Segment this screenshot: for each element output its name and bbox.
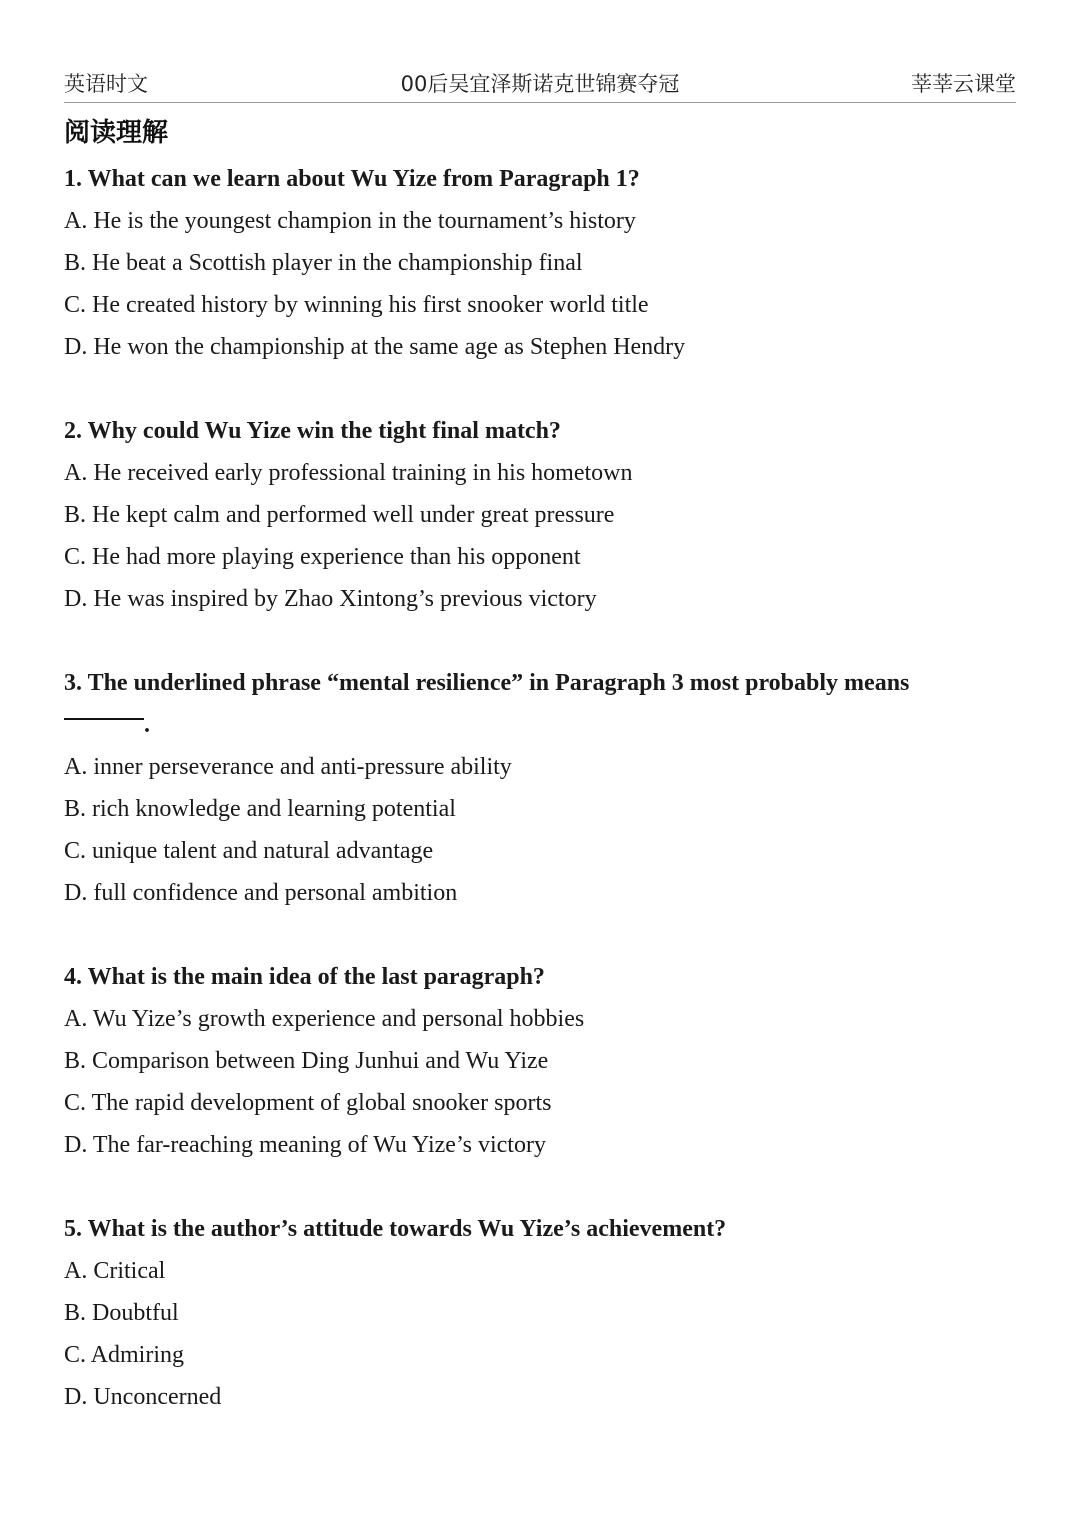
option-a: A. He is the youngest champion in the tournament’s history: [64, 208, 636, 234]
option-list: [64, 452, 1016, 620]
question-list: [64, 158, 1016, 1418]
option-a: A. Wu Yize’s growth experience and personal hobbies: [64, 1006, 585, 1032]
option-d: D. full confidence and personal ambition: [64, 880, 458, 906]
option-list: [64, 998, 1016, 1166]
option-list: [64, 1250, 1016, 1418]
question-2: [64, 410, 1016, 620]
option-d: D. Unconcerned: [64, 1384, 222, 1410]
question-3: [64, 662, 1016, 914]
question-stem: 4. What is the main idea of the last paragraph?: [64, 964, 545, 990]
section-title: 阅读理解: [64, 118, 169, 148]
option-d: D. The far-reaching meaning of Wu Yize’s victory: [64, 1132, 546, 1158]
page-header: [64, 64, 1016, 103]
answer-blank: [64, 704, 1016, 746]
question-stem: 1. What can we learn about Wu Yize from Paragraph 1?: [64, 166, 640, 192]
option-list: [64, 746, 1016, 914]
option-d: D. He won the championship at the same age as Stephen Hendry: [64, 334, 686, 360]
option-c: C. He had more playing experience than his opponent: [64, 544, 581, 570]
option-list: [64, 200, 1016, 368]
option-d: D. He was inspired by Zhao Xintong’s previous victory: [64, 586, 597, 612]
option-a: A. inner perseverance and anti-pressure ability: [64, 754, 512, 780]
question-1: [64, 158, 1016, 368]
option-c: C. He created history by winning his first snooker world title: [64, 292, 649, 318]
option-c: C. unique talent and natural advantage: [64, 838, 434, 864]
option-b: B. He beat a Scottish player in the championship final: [64, 250, 583, 276]
blank-underline: [64, 718, 144, 720]
option-a: A. He received early professional training in his hometown: [64, 460, 633, 486]
blank-period: .: [144, 712, 150, 738]
header-left-text: 英语时文: [64, 72, 148, 96]
question-stem: 2. Why could Wu Yize win the tight final match?: [64, 418, 561, 444]
header-right-text: 莘莘云课堂: [911, 72, 1016, 96]
option-b: B. rich knowledge and learning potential: [64, 796, 456, 822]
question-stem: 5. What is the author’s attitude towards Wu Yize’s achievement?: [64, 1216, 727, 1242]
header-title: 00后吴宜泽斯诺克世锦赛夺冠: [400, 72, 680, 96]
option-c: C. Admiring: [64, 1342, 185, 1368]
option-b: B. He kept calm and performed well under great pressure: [64, 502, 615, 528]
question-stem: 3. The underlined phrase “mental resilience” in Paragraph 3 most probably means: [64, 670, 910, 696]
question-5: [64, 1208, 1016, 1418]
option-a: A. Critical: [64, 1258, 166, 1284]
question-4: [64, 956, 1016, 1166]
option-b: B. Comparison between Ding Junhui and Wu Yize: [64, 1048, 549, 1074]
option-c: C. The rapid development of global snooker sports: [64, 1090, 552, 1116]
option-b: B. Doubtful: [64, 1300, 179, 1326]
